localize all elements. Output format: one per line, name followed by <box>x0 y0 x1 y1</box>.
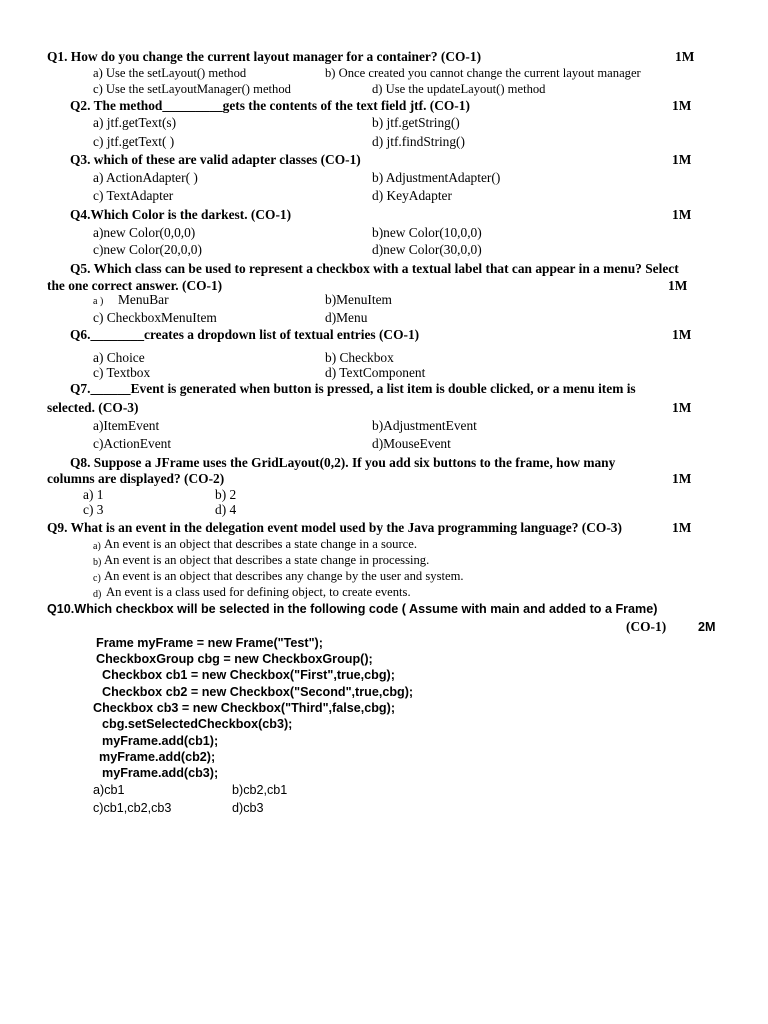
q4-option-a: a)new Color(0,0,0) <box>93 225 196 240</box>
q7-option-c: c)ActionEvent <box>93 436 172 451</box>
q8-stem-line1: Q8. Suppose a JFrame uses the GridLayout(0,2). If you add six buttons to the frame, how many <box>70 455 616 470</box>
q3-option-c: c) TextAdapter <box>93 188 174 203</box>
q9-option-c-prefix: c) <box>93 573 101 584</box>
q2-option-b: b) jtf.getString() <box>372 115 460 130</box>
q10-co: (CO-1) <box>626 619 667 634</box>
q9-option-a: An event is an object that describes a state change in a source. <box>104 537 417 551</box>
q9-stem: Q9. What is an event in the delegation event model used by the Java programming language? (CO-3) <box>47 520 622 535</box>
q10-code-line: CheckboxGroup cbg = new CheckboxGroup(); <box>96 652 373 666</box>
q10-code-line: Frame myFrame = new Frame("Test"); <box>96 636 323 650</box>
q9-option-d-prefix: d) <box>93 589 102 600</box>
q8-stem-line2: columns are displayed? (CO-2) <box>47 471 225 486</box>
q4-option-c: c)new Color(20,0,0) <box>93 242 202 257</box>
q3-stem: Q3. which of these are valid adapter classes (CO-1) <box>70 152 361 167</box>
q10-code-line: Checkbox cb3 = new Checkbox("Third",false,cbg); <box>93 701 396 715</box>
q5-option-c: c) CheckboxMenuItem <box>93 310 217 325</box>
q5-option-a-prefix: a ) <box>93 296 104 307</box>
q4-marks: 1M <box>672 207 692 222</box>
q5-marks: 1M <box>668 278 688 293</box>
q1-marks: 1M <box>675 49 695 64</box>
q4-option-b: b)new Color(10,0,0) <box>372 225 482 240</box>
q2-marks: 1M <box>672 98 692 113</box>
q10-marks: 2M <box>698 620 716 634</box>
q7-marks: 1M <box>672 400 692 415</box>
q10-code-line: cbg.setSelectedCheckbox(cb3); <box>102 717 293 731</box>
q10-code-line: Checkbox cb1 = new Checkbox("First",true,cbg); <box>102 668 395 682</box>
q1-option-d: d) Use the updateLayout() method <box>372 82 546 96</box>
q6-option-b: b) Checkbox <box>325 350 394 365</box>
q10-option-a: a)cb1 <box>93 783 125 797</box>
q9-option-d: An event is a class used for defining object, to create events. <box>106 585 411 599</box>
q10-option-c: c)cb1,cb2,cb3 <box>93 801 172 815</box>
q7-option-d: d)MouseEvent <box>372 436 451 451</box>
q9-option-b: An event is an object that describes a state change in processing. <box>104 553 430 567</box>
q6-marks: 1M <box>672 327 692 342</box>
q7-option-b: b)AdjustmentEvent <box>372 418 477 433</box>
q5-stem-line1: Q5. Which class can be used to represent a checkbox with a textual label that can appear in a menu? Select <box>70 261 679 276</box>
q7-stem-line2: selected. (CO-3) <box>47 400 139 415</box>
q7-stem-line1: Q7.______Event is generated when button is pressed, a list item is double clicked, or a menu item is <box>70 381 636 396</box>
q3-option-d: d) KeyAdapter <box>372 188 452 203</box>
q9-marks: 1M <box>672 520 692 535</box>
q2-stem: Q2. The method_________gets the contents of the text field jtf. (CO-1) <box>70 98 470 113</box>
q10-stem: Q10.Which checkbox will be selected in the following code ( Assume with main and added to a Frame) <box>47 602 658 616</box>
q1-option-a: a) Use the setLayout() method <box>93 66 247 80</box>
q8-option-a: a) 1 <box>83 487 104 502</box>
q6-stem: Q6.________creates a dropdown list of textual entries (CO-1) <box>70 327 420 342</box>
q5-stem-line2: the one correct answer. (CO-1) <box>47 278 223 293</box>
q3-option-b: b) AdjustmentAdapter() <box>372 170 501 185</box>
q9-option-b-prefix: b) <box>93 557 102 568</box>
q1-option-b: b) Once created you cannot change the current layout manager <box>325 66 641 80</box>
q8-option-c: c) 3 <box>83 502 104 517</box>
q3-marks: 1M <box>672 152 692 167</box>
q6-option-a: a) Choice <box>93 350 145 365</box>
q1-stem: Q1. How do you change the current layout manager for a container? (CO-1) <box>47 49 482 64</box>
q5-option-a: MenuBar <box>118 292 169 307</box>
q10-code-line: myFrame.add(cb2); <box>99 750 216 764</box>
q5-option-d: d)Menu <box>325 310 368 325</box>
q4-option-d: d)new Color(30,0,0) <box>372 242 482 257</box>
q4-stem: Q4.Which Color is the darkest. (CO-1) <box>70 207 292 222</box>
q6-option-d: d) TextComponent <box>325 365 426 380</box>
q9-option-c: An event is an object that describes any change by the user and system. <box>104 569 464 583</box>
q2-option-c: c) jtf.getText( ) <box>93 134 175 149</box>
q5-option-b: b)MenuItem <box>325 292 392 307</box>
q8-marks: 1M <box>672 471 692 486</box>
q1-option-c: c) Use the setLayoutManager() method <box>93 82 291 96</box>
q2-option-d: d) jtf.findString() <box>372 134 465 149</box>
q10-option-b: b)cb2,cb1 <box>232 783 288 797</box>
q9-option-a-prefix: a) <box>93 541 101 552</box>
q8-option-d: d) 4 <box>215 502 237 517</box>
q10-option-d: d)cb3 <box>232 801 264 815</box>
q2-option-a: a) jtf.getText(s) <box>93 115 177 130</box>
q7-option-a: a)ItemEvent <box>93 418 160 433</box>
q3-option-a: a) ActionAdapter( ) <box>93 170 198 185</box>
q8-option-b: b) 2 <box>215 487 237 502</box>
q10-code-line: myFrame.add(cb3); <box>102 766 219 780</box>
q10-code-line: myFrame.add(cb1); <box>102 734 219 748</box>
q6-option-c: c) Textbox <box>93 365 151 380</box>
q10-code-line: Checkbox cb2 = new Checkbox("Second",true,cbg); <box>102 685 414 699</box>
